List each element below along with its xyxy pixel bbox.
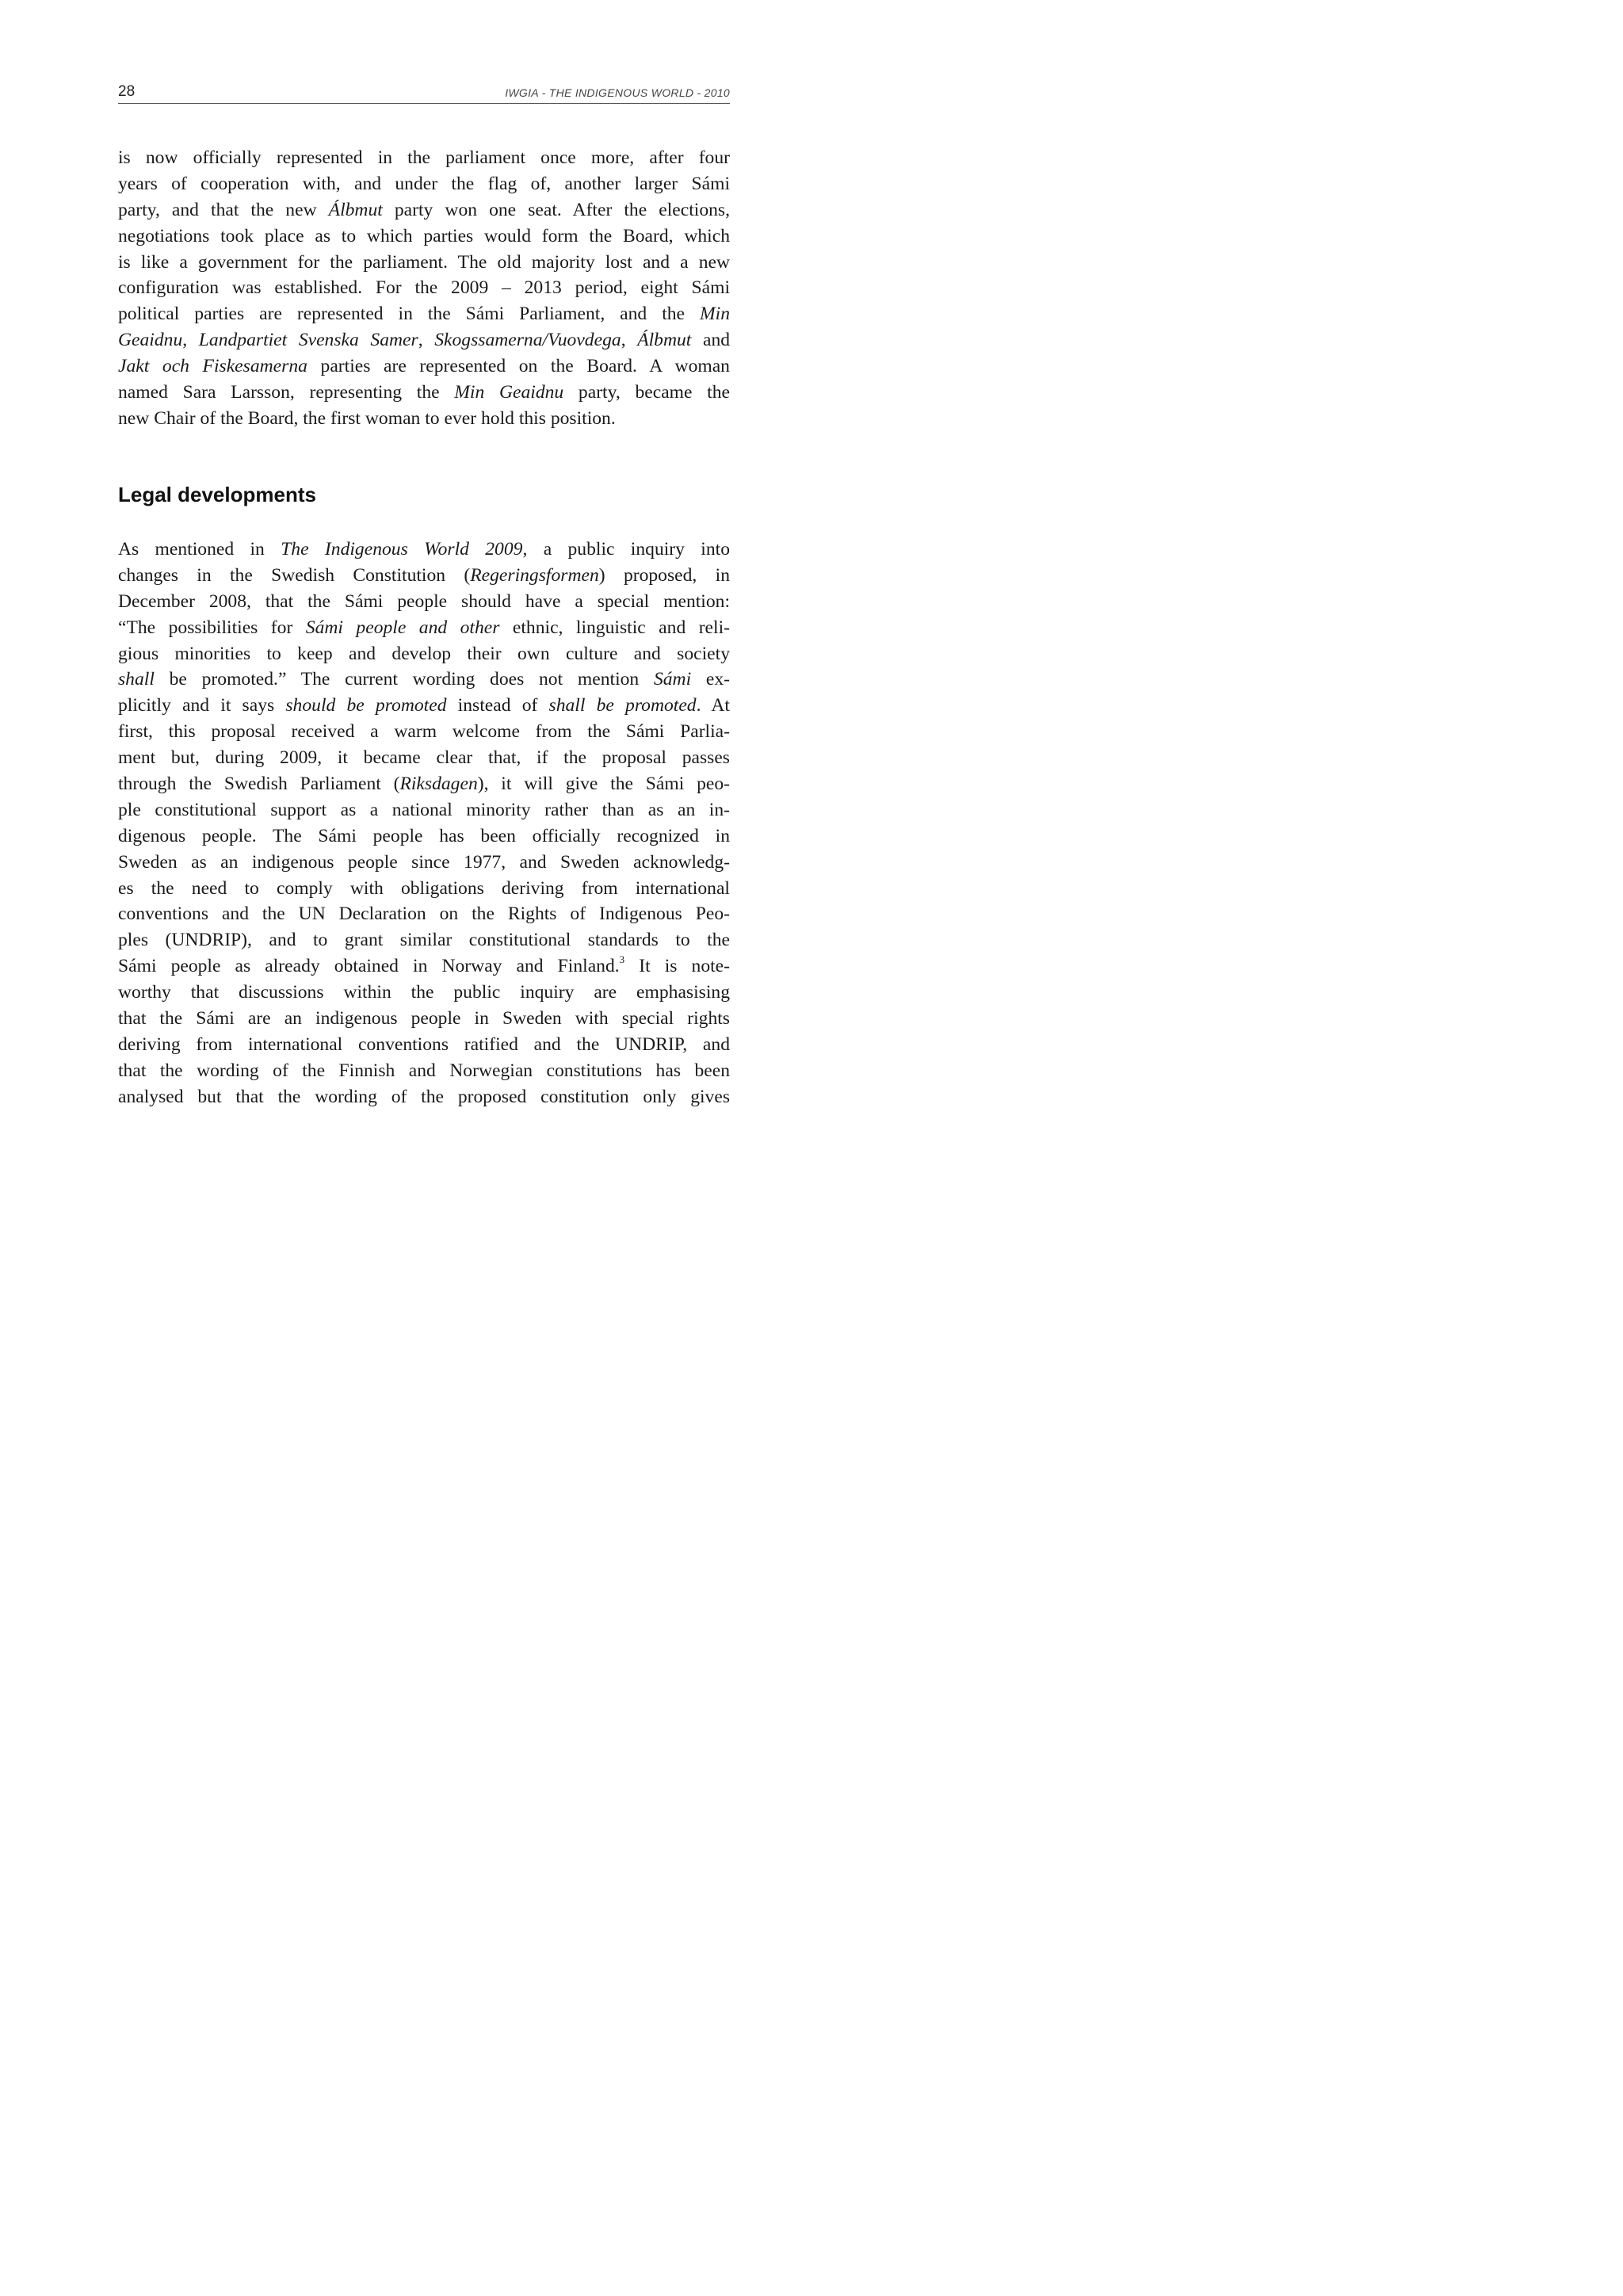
text-line: ples (UNDRIP), and to grant similar constitutional standards to the	[118, 930, 730, 951]
text-line: digenous people. The Sámi people has been officially recognized in	[118, 825, 730, 846]
text-run: As mentioned in	[118, 539, 281, 560]
text-run: through the Swedish Parliament (	[118, 774, 400, 795]
italic-text: Min	[699, 304, 730, 325]
text-line	[118, 380, 730, 406]
text-run: “The possibilities for	[118, 617, 306, 638]
text-line: December 2008, that the Sámi people should have a special mention:	[118, 590, 730, 612]
text-line: that the wording of the Finnish and Norwegian constitutions has been	[118, 1060, 730, 1081]
italic-text: Sámi	[653, 669, 692, 690]
text-run: party won one seat. After the elections,	[382, 199, 730, 220]
text-run: It is note-	[624, 956, 731, 977]
paragraph	[118, 537, 730, 1110]
text-line: years of cooperation with, and under the flag of, another larger Sámi	[118, 173, 730, 194]
text-line: negotiations took place as to which parties would form the Board, which	[118, 225, 730, 246]
running-head: IWGIA - THE INDIGENOUS WORLD - 2010	[505, 86, 730, 99]
text-line	[118, 353, 730, 380]
footnote-marker: 3	[619, 953, 625, 966]
text-line: gious minorities to keep and develop their own culture and society	[118, 643, 730, 664]
text-line: new Chair of the Board, the first woman to ever hold this position.	[118, 407, 616, 429]
text-line	[118, 537, 730, 563]
text-run: plicitly and it says	[118, 695, 286, 716]
text-line	[118, 771, 730, 797]
text-line: es the need to comply with obligations deriving from international	[118, 877, 730, 899]
page-header	[118, 82, 730, 104]
text-line: conventions and the UN Declaration on the Rights of Indigenous Peo-	[118, 904, 730, 925]
italic-text: Jakt och Fiskesamerna	[118, 356, 307, 377]
text-line	[118, 301, 730, 327]
text-run: party, became the	[563, 382, 730, 403]
text-line	[118, 563, 730, 589]
text-line: Sweden as an indigenous people since 1977, and Sweden acknowledg-	[118, 851, 730, 873]
text-line: is now officially represented in the parliament once more, after four	[118, 147, 730, 168]
text-line: ment but, during 2009, it became clear that, if the proposal passes	[118, 747, 730, 769]
text-run: ,	[621, 330, 638, 351]
text-line: analysed but that the wording of the proposed constitution only gives	[118, 1086, 730, 1107]
italic-text: Álbmut	[328, 199, 383, 220]
italic-text: Regeringsformen	[470, 564, 599, 586]
italic-text: shall be promoted	[548, 695, 697, 716]
italic-text: Landpartiet Svenska Samer	[198, 330, 418, 351]
text-run: , a public inquiry into	[522, 539, 730, 560]
text-run: instead of	[446, 695, 549, 716]
section-heading: Legal developments	[118, 483, 316, 506]
italic-text: Álbmut	[637, 330, 692, 351]
italic-text: should be promoted	[285, 695, 447, 716]
italic-text: Min Geaidnu	[454, 382, 564, 403]
text-run: changes in the Swedish Constitution (	[118, 564, 471, 586]
text-run: ,	[418, 330, 435, 351]
text-line	[118, 953, 730, 980]
text-line	[118, 693, 730, 719]
text-run: be promoted.” The current wording does not mention	[154, 669, 654, 690]
text-run: party, and that the new	[118, 199, 329, 220]
text-run: parties are represented on the Board. A woman	[307, 356, 730, 377]
text-line	[118, 667, 730, 693]
italic-text: Skogssamerna/Vuovdega	[434, 330, 621, 351]
text-line	[118, 197, 730, 223]
text-line: deriving from international conventions ratified and the UNDRIP, and	[118, 1033, 730, 1055]
text-line: configuration was established. For the 2009 – 2013 period, eight Sámi	[118, 277, 730, 299]
italic-text: Riksdagen	[399, 774, 478, 795]
text-line: worthy that discussions within the public inquiry are emphasising	[118, 982, 730, 1003]
italic-text: The Indigenous World 2009	[281, 539, 523, 560]
text-run: ) proposed, in	[598, 564, 730, 586]
text-line	[118, 615, 730, 641]
text-run: Sámi people as already obtained in Norway and Finland.	[118, 956, 620, 977]
page-number: 28	[118, 83, 136, 100]
text-run: ex-	[691, 669, 730, 690]
text-run: . At	[696, 695, 730, 716]
italic-text: Sámi people and other	[305, 617, 500, 638]
text-line: first, this proposal received a warm welcome from the Sámi Parlia-	[118, 721, 730, 743]
italic-text: shall	[118, 669, 155, 690]
text-run: ), it will give the Sámi peo-	[477, 774, 730, 795]
text-run: and	[691, 330, 731, 351]
text-run: political parties are represented in the Sámi Parliament, and the	[118, 304, 700, 325]
text-line: that the Sámi are an indigenous people in Sweden with special rights	[118, 1008, 730, 1030]
text-run: named Sara Larsson, representing the	[118, 382, 455, 403]
text-run: ,	[182, 330, 199, 351]
text-line	[118, 327, 730, 353]
text-line: is like a government for the parliament. The old majority lost and a new	[118, 251, 730, 273]
italic-text: Geaidnu	[118, 330, 183, 351]
paragraph	[118, 145, 730, 432]
text-line: ple constitutional support as a national minority rather than as an in-	[118, 799, 730, 820]
text-run: ethnic, linguistic and reli-	[499, 617, 730, 638]
